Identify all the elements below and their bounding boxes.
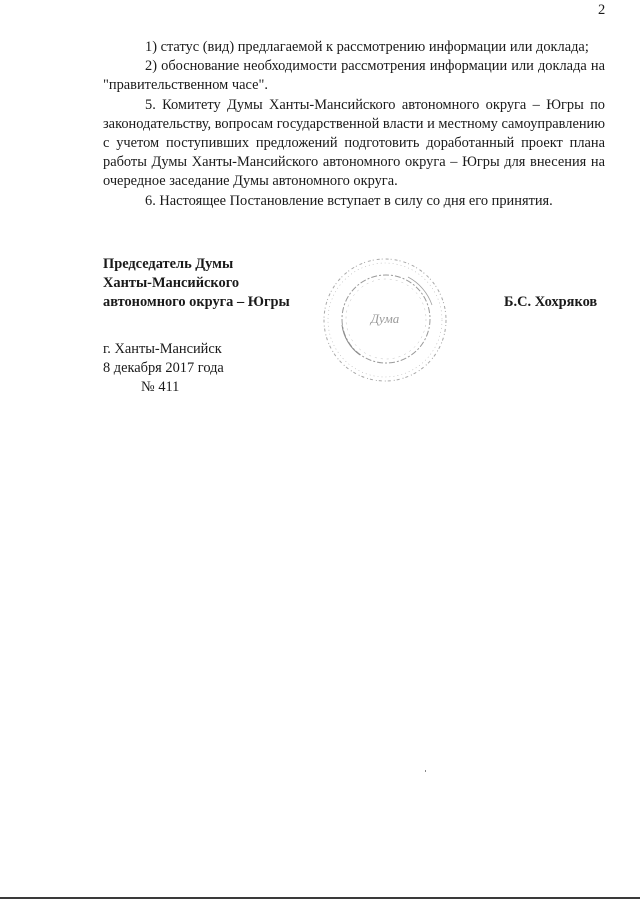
scan-speck xyxy=(425,770,426,772)
paragraph-justification: 2) обоснование необходимости рассмотрения информации или доклада на "правительственном часе". xyxy=(103,58,605,94)
page-bottom-rule xyxy=(0,897,640,899)
official-seal-stamp xyxy=(320,255,450,385)
paragraph-committee: 5. Комитету Думы Ханты-Мансийского автономного округа – Югры по законодательству, вопросам государственной власти и местному самоуправлению с учетом поступивших предложений подготовить доработанный проект плана работы Думы Ханты-Мансийского автономного округа – Югры для внесения на очередное заседание Думы автономного округа. xyxy=(103,96,605,190)
document-body xyxy=(103,38,605,211)
signatory-name: Б.С. Хохряков xyxy=(504,294,598,310)
paragraph-effective: 6. Настоящее Постановление вступает в силу со дня его принятия. xyxy=(145,192,553,209)
document-number: № 411 xyxy=(141,379,180,396)
signatory-title-line-2: Ханты-Мансийского xyxy=(103,275,240,292)
signatory-title xyxy=(103,255,290,313)
issue-date: 8 декабря 2017 года xyxy=(103,360,224,377)
paragraph-status: 1) статус (вид) предлагаемой к рассмотрению информации или доклада; xyxy=(145,39,589,55)
seal-graphic xyxy=(320,255,450,385)
signatory-title-line-3: автономного округа – Югры xyxy=(103,294,290,311)
seal-text: Дума xyxy=(370,311,400,326)
issue-place: г. Ханты-Мансийск xyxy=(103,341,222,357)
page-number: 2 xyxy=(598,2,606,18)
signatory-title-line-1: Председатель Думы xyxy=(103,256,234,272)
issue-details xyxy=(103,340,224,398)
